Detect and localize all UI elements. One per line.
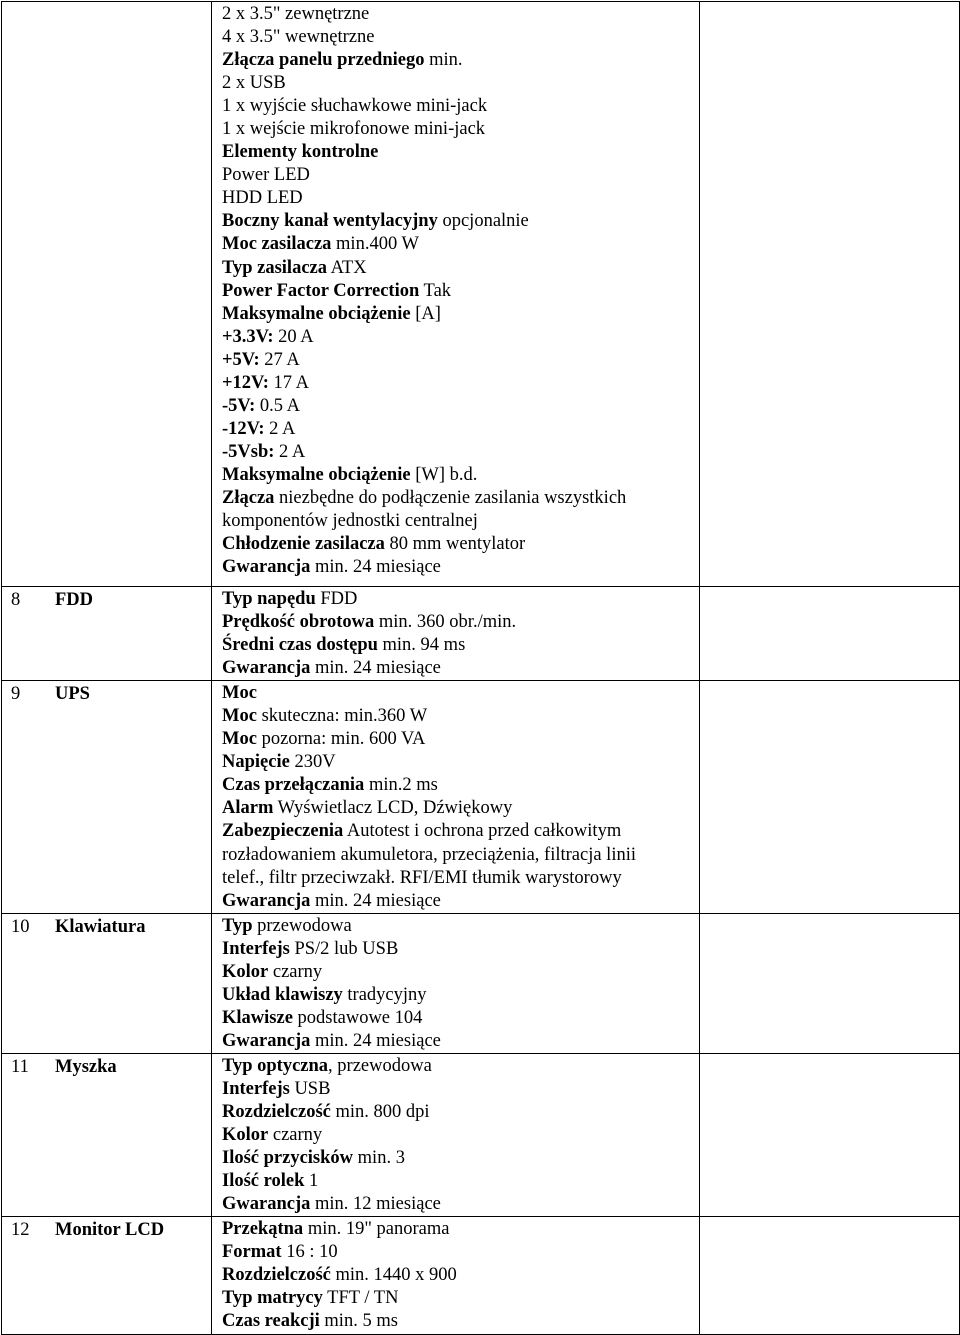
spec-line xyxy=(222,326,699,349)
spec-line xyxy=(222,915,699,938)
spec-param-value: min. 94 ms xyxy=(377,635,466,656)
specification-table-body xyxy=(2,2,960,1335)
item-cell xyxy=(2,2,212,587)
spec-line xyxy=(222,510,699,533)
spec-param-value: min. 12 miesiące xyxy=(310,1194,441,1215)
spec-param-value: podstawowe 104 xyxy=(292,1007,423,1028)
spec-param-value: 2 x USB xyxy=(222,73,286,94)
spec-param-value: 1 x wyjście słuchawkowe mini-jack xyxy=(222,96,488,117)
spec-line xyxy=(222,533,699,556)
spec-param-value: min. 24 miesiące xyxy=(310,890,441,911)
spec-line xyxy=(222,705,699,728)
spec-param-value: pozorna: min. 600 VA xyxy=(256,729,426,750)
spec-param-value: min. 24 miesiące xyxy=(310,658,441,679)
empty-cell xyxy=(700,913,960,1053)
spec-line xyxy=(222,1101,699,1124)
spec-line xyxy=(222,164,699,187)
spec-param-value: PS/2 lub USB xyxy=(289,938,399,959)
empty-cell xyxy=(700,1053,960,1216)
spec-line xyxy=(222,844,699,867)
spec-line xyxy=(222,1218,699,1241)
spec-param-name: Gwarancja xyxy=(222,658,311,679)
spec-param-value: tradycyjny xyxy=(342,984,427,1005)
spec-param-name: Gwarancja xyxy=(222,890,311,911)
spec-line xyxy=(222,1170,699,1193)
spec-lines xyxy=(212,1217,699,1333)
item-name: Klawiatura xyxy=(55,916,146,937)
specification-table xyxy=(1,1,960,1335)
spec-line xyxy=(222,1030,699,1053)
item-number: 9 xyxy=(11,684,21,705)
item-name: Monitor LCD xyxy=(55,1220,165,1241)
spec-param-name: +12V: xyxy=(222,372,269,393)
spec-line xyxy=(222,820,699,843)
spec-param-name: Typ xyxy=(222,915,253,936)
spec-param-name: Ilość przycisków xyxy=(222,1148,354,1169)
spec-line xyxy=(222,95,699,118)
spec-line xyxy=(222,187,699,210)
spec-line xyxy=(222,1264,699,1287)
spec-row xyxy=(2,681,960,913)
spec-line xyxy=(222,441,699,464)
spec-param-value: telef., filtr przeciwzakł. RFI/EMI tłumik warystorowy xyxy=(222,867,622,888)
spec-line xyxy=(222,1124,699,1147)
spec-param-value: czarny xyxy=(268,961,323,982)
spec-cell xyxy=(212,587,700,681)
spec-param-value: min. 24 miesiące xyxy=(310,557,441,578)
spec-param-name: Typ napędu xyxy=(222,589,316,609)
spec-param-value: ATX xyxy=(327,257,367,278)
spec-line xyxy=(222,984,699,1007)
item-cell xyxy=(2,1217,212,1334)
spec-param-name: Typ zasilacza xyxy=(222,257,327,278)
spec-line xyxy=(222,233,699,256)
spec-line xyxy=(222,303,699,326)
spec-param-name: Moc zasilacza xyxy=(222,234,332,255)
empty-cell xyxy=(700,1217,960,1334)
spec-param-name: Klawisze xyxy=(222,1007,293,1028)
item-label xyxy=(2,681,211,706)
spec-line xyxy=(222,349,699,372)
spec-param-name: Interfejs xyxy=(222,1078,290,1099)
spec-param-name: Power Factor Correction xyxy=(222,280,420,301)
spec-line xyxy=(222,890,699,913)
item-name: Myszka xyxy=(55,1056,117,1077)
item-cell xyxy=(2,681,212,913)
spec-param-value: min. 5 ms xyxy=(319,1311,398,1332)
spec-row xyxy=(2,2,960,587)
spec-param-name: Złącza xyxy=(222,487,275,508)
spec-line xyxy=(222,257,699,280)
spec-line xyxy=(222,938,699,961)
spec-param-name: Typ optyczna xyxy=(222,1055,329,1076)
spec-param-value: czarny xyxy=(268,1125,323,1146)
spec-lines xyxy=(212,2,699,579)
spec-param-name: Prędkość obrotowa xyxy=(222,612,375,633)
spec-param-value: 80 mm wentylator xyxy=(384,534,526,555)
spec-param-name: Maksymalne obciążenie xyxy=(222,303,411,324)
spec-param-name: Zabezpieczenia xyxy=(222,821,344,842)
spec-param-name: Format xyxy=(222,1242,282,1263)
item-cell xyxy=(2,1053,212,1216)
spec-param-value: 0.5 A xyxy=(255,395,300,416)
spec-param-value: 1 xyxy=(304,1171,319,1192)
spec-param-value: [W] b.d. xyxy=(410,464,478,485)
spec-param-value: 17 A xyxy=(268,372,309,393)
spec-param-name: Moc xyxy=(222,706,257,727)
spec-line xyxy=(222,418,699,441)
spec-param-value: TFT / TN xyxy=(322,1288,399,1309)
spec-param-name: Alarm xyxy=(222,798,274,819)
item-name: UPS xyxy=(55,684,90,705)
item-label xyxy=(2,1054,211,1079)
spec-param-name: +3.3V: xyxy=(222,326,274,347)
spec-line xyxy=(222,49,699,72)
spec-param-value: 2 A xyxy=(264,418,296,439)
spec-line xyxy=(222,797,699,820)
item-name: FDD xyxy=(55,590,94,610)
spec-param-value: min.2 ms xyxy=(364,775,438,796)
spec-line xyxy=(222,118,699,141)
spec-line xyxy=(222,280,699,303)
spec-param-value: min. xyxy=(424,50,463,71)
spec-line xyxy=(222,657,699,680)
spec-param-name: Moc xyxy=(222,683,257,704)
spec-param-name: Elementy kontrolne xyxy=(222,142,379,163)
spec-lines xyxy=(212,1054,699,1216)
spec-param-value: min.400 W xyxy=(331,234,419,255)
spec-line xyxy=(222,728,699,751)
spec-param-value: Power LED xyxy=(222,165,310,186)
spec-cell xyxy=(212,913,700,1053)
spec-param-value: rozładowaniem akumuletora, przeciążenia, filtracja linii xyxy=(222,844,636,865)
item-number: 10 xyxy=(11,916,30,937)
spec-param-value: min. 3 xyxy=(353,1148,405,1169)
spec-line xyxy=(222,26,699,49)
spec-param-value: 230V xyxy=(289,752,336,773)
spec-param-name: Kolor xyxy=(222,1125,269,1146)
empty-cell xyxy=(700,681,960,913)
spec-param-value: min. 360 obr./min. xyxy=(374,612,517,633)
spec-param-name: Złącza panelu przedniego xyxy=(222,50,425,71)
spec-param-value: Tak xyxy=(419,280,452,301)
spec-line xyxy=(222,634,699,657)
spec-param-name: Średni czas dostępu xyxy=(222,635,378,656)
spec-param-value: min. 24 miesiące xyxy=(310,1030,441,1051)
spec-param-name: Kolor xyxy=(222,961,269,982)
item-number: 11 xyxy=(11,1056,29,1077)
spec-line xyxy=(222,487,699,510)
spec-line xyxy=(222,1055,699,1078)
spec-lines xyxy=(212,914,699,1053)
spec-line xyxy=(222,141,699,164)
spec-line xyxy=(222,1310,699,1333)
spec-line xyxy=(222,751,699,774)
spec-param-name: -5Vsb: xyxy=(222,441,275,462)
spec-param-name: Czas reakcji xyxy=(222,1311,320,1332)
spec-row xyxy=(2,1217,960,1334)
spec-param-name: Rozdzielczość xyxy=(222,1102,331,1123)
spec-param-value: niezbędne do podłączenie zasilania wszystkich xyxy=(274,487,627,508)
empty-cell xyxy=(700,587,960,681)
spec-param-value: [A] xyxy=(410,303,441,324)
spec-param-name: Maksymalne obciążenie xyxy=(222,464,411,485)
spec-param-name: Rozdzielczość xyxy=(222,1265,331,1286)
spec-param-name: -5V: xyxy=(222,395,256,416)
spec-param-name: Moc xyxy=(222,729,257,750)
spec-line xyxy=(222,1241,699,1264)
spec-param-value: 16 : 10 xyxy=(281,1242,338,1263)
spec-line xyxy=(222,395,699,418)
spec-cell xyxy=(212,1053,700,1216)
empty-cell xyxy=(700,2,960,587)
item-cell xyxy=(2,587,212,681)
spec-row xyxy=(2,1053,960,1216)
spec-line xyxy=(222,588,699,611)
spec-line xyxy=(222,210,699,233)
item-number: 8 xyxy=(11,590,21,610)
spec-param-name: Gwarancja xyxy=(222,1194,311,1215)
spec-param-name: Napięcie xyxy=(222,752,290,773)
spec-param-value: 1 x wejście mikrofonowe mini-jack xyxy=(222,119,486,140)
spec-param-name: -12V: xyxy=(222,418,265,439)
spec-line xyxy=(222,774,699,797)
spec-param-name: Boczny kanał wentylacyjny xyxy=(222,211,438,232)
spec-param-value: 20 A xyxy=(273,326,314,347)
spec-line xyxy=(222,1147,699,1170)
spec-param-value: 27 A xyxy=(259,349,300,370)
spec-param-value: , przewodowa xyxy=(328,1055,432,1076)
spec-param-value: skuteczna: min.360 W xyxy=(256,706,428,727)
spec-param-value: opcjonalnie xyxy=(437,211,529,232)
spec-param-name: Układ klawiszy xyxy=(222,984,343,1005)
spec-line xyxy=(222,1287,699,1310)
spec-lines xyxy=(212,681,699,912)
spec-row xyxy=(2,587,960,681)
spec-line xyxy=(222,961,699,984)
spec-param-name: Interfejs xyxy=(222,938,290,959)
spec-cell xyxy=(212,2,700,587)
spec-param-value: min. 19" panorama xyxy=(303,1219,450,1240)
spec-param-value: Autotest i ochrona przed całkowitym xyxy=(343,821,622,842)
spec-param-value: przewodowa xyxy=(252,915,352,936)
spec-line xyxy=(222,372,699,395)
spec-param-value: komponentów jednostki centralnej xyxy=(222,511,478,532)
spec-line xyxy=(222,72,699,95)
spec-row xyxy=(2,913,960,1053)
spec-param-value: Wyświetlacz LCD, Dźwiękowy xyxy=(273,798,513,819)
spec-line xyxy=(222,556,699,579)
item-number: 12 xyxy=(11,1220,30,1241)
spec-param-value: 4 x 3.5" wewnętrzne xyxy=(222,27,375,48)
spec-param-value: HDD LED xyxy=(222,188,303,209)
spec-line xyxy=(222,867,699,890)
spec-param-name: +5V: xyxy=(222,349,260,370)
spec-lines xyxy=(212,587,699,680)
spec-line xyxy=(222,1193,699,1216)
spec-param-name: Gwarancja xyxy=(222,557,311,578)
item-label xyxy=(2,2,211,4)
spec-param-value: FDD xyxy=(315,589,358,609)
spec-param-name: Ilość rolek xyxy=(222,1171,305,1192)
spec-line xyxy=(222,464,699,487)
spec-param-value: USB xyxy=(289,1078,331,1099)
spec-line xyxy=(222,611,699,634)
spec-line xyxy=(222,682,699,705)
item-label xyxy=(2,914,211,939)
spec-param-name: Przekątna xyxy=(222,1219,304,1240)
spec-cell xyxy=(212,681,700,913)
spec-param-name: Gwarancja xyxy=(222,1030,311,1051)
spec-line xyxy=(222,1007,699,1030)
spec-param-name: Typ matrycy xyxy=(222,1288,323,1309)
spec-param-value: 2 x 3.5" zewnętrzne xyxy=(222,4,370,24)
spec-cell xyxy=(212,1217,700,1334)
spec-line xyxy=(222,1078,699,1101)
spec-param-value: 2 A xyxy=(274,441,306,462)
spec-param-value: min. 1440 x 900 xyxy=(330,1265,457,1286)
item-label xyxy=(2,1217,211,1242)
spec-param-name: Czas przełączania xyxy=(222,775,365,796)
spec-param-value: min. 800 dpi xyxy=(330,1102,430,1123)
item-cell xyxy=(2,913,212,1053)
item-label xyxy=(2,587,211,612)
spec-param-name: Chłodzenie zasilacza xyxy=(222,534,385,555)
spec-line xyxy=(222,3,699,26)
